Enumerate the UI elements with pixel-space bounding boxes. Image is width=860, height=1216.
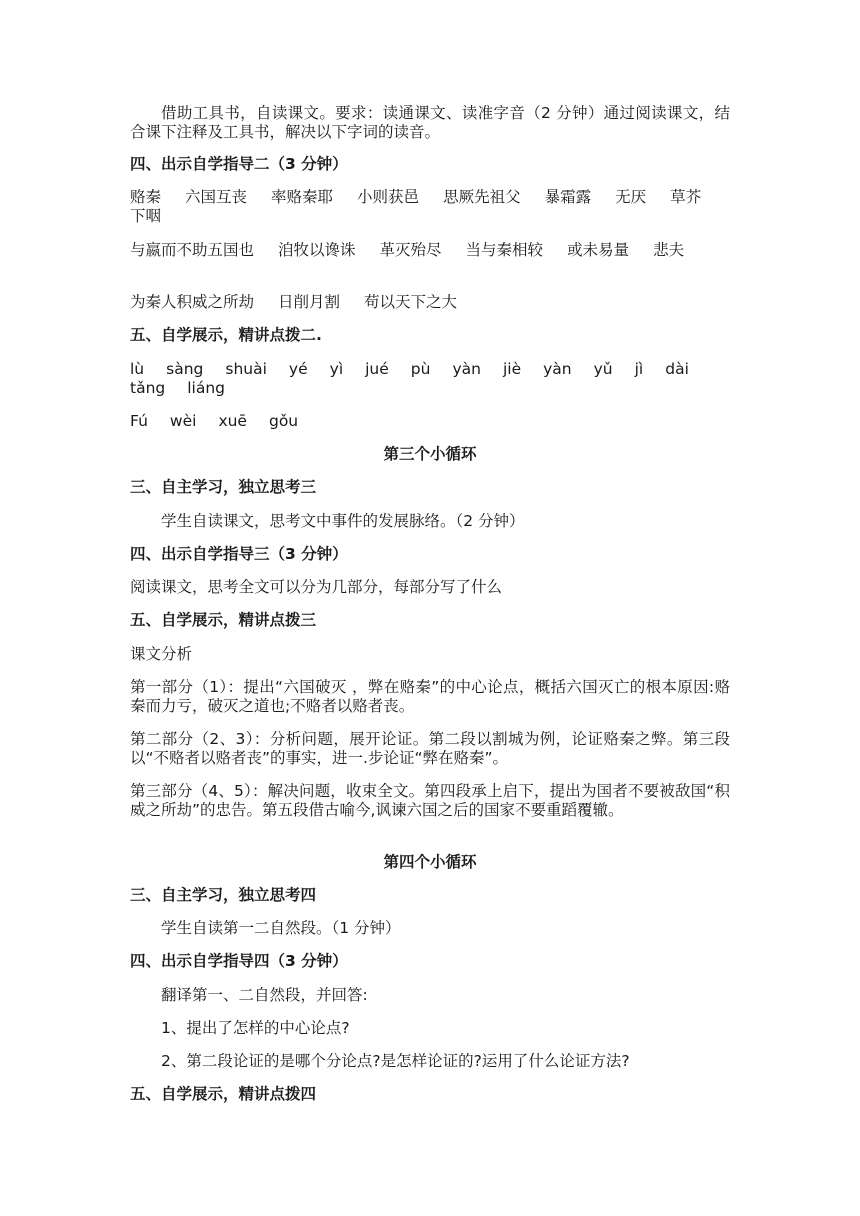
vocab-word: 与嬴而不助五国也 (130, 241, 255, 259)
pinyin: jì (634, 360, 644, 378)
pinyin-line-1 (130, 360, 730, 398)
pinyin-line-2 (130, 412, 730, 431)
section-title-cycle-4: 第四个小循环 (383, 853, 477, 871)
heading-guide-2: 四、出示自学指导二（3 分钟） (130, 155, 348, 173)
text-analysis-label: 课文分析 (130, 645, 193, 663)
pinyin: yàn (543, 360, 572, 378)
pinyin: wèi (169, 412, 197, 430)
heading-show-4: 五、自学展示，精讲点拨四 (130, 1085, 317, 1103)
vocab-word: 暴霜露 (544, 188, 592, 206)
pinyin: yì (329, 360, 344, 378)
pinyin: xuē (218, 412, 247, 430)
heading-guide-4: 四、出示自学指导四（3 分钟） (130, 952, 348, 970)
paragraph-part-1: 第一部分（1）：提出“六国破灭 ，弊在赂秦”的中心论点，概括六国灭亡的根本原因:赂秦而力亏，破灭之道也;不赂者以赂者丧。 (130, 678, 730, 715)
vocab-word: 小则获邑 (357, 188, 420, 206)
pinyin: gǒu (268, 412, 299, 430)
pinyin: dài (665, 360, 689, 378)
paragraph-reading-requirement: 借助工具书，自读课文。要求：读通课文、读准字音（2 分钟）通过阅读课文，结合课下注释及工具书，解决以下字词的读音。 (130, 104, 730, 141)
pinyin: shuài (225, 360, 267, 378)
vocab-word: 赂秦 (130, 188, 162, 206)
paragraph-guide-3: 阅读课文，思考全文可以分为几部分，每部分写了什么 (130, 578, 503, 596)
pinyin: sàng (166, 360, 204, 378)
pinyin: yàn (452, 360, 481, 378)
paragraph-self-study-3: 学生自读课文，思考文中事件的发展脉络。（2 分钟） (161, 512, 525, 530)
vocab-word: 苟以天下之大 (364, 293, 458, 311)
pinyin: liáng (187, 379, 226, 397)
heading-self-study-4: 三、自主学习，独立思考四 (130, 886, 317, 904)
heading-self-study-3: 三、自主学习，独立思考三 (130, 478, 317, 496)
pinyin: pù (410, 360, 431, 378)
vocab-word: 日削月割 (278, 293, 341, 311)
pinyin: lù (130, 360, 145, 378)
vocab-word: 思厥先祖父 (443, 188, 521, 206)
heading-show-2: 五、自学展示，精讲点拨二. (130, 326, 322, 344)
vocab-line-3 (130, 293, 730, 312)
vocab-word: 或未易量 (567, 241, 630, 259)
pinyin: jué (365, 360, 389, 378)
question-1: 1、提出了怎样的中心论点? (161, 1019, 350, 1037)
vocab-word: 洎牧以谗诛 (278, 241, 356, 259)
vocab-word: 为秦人积威之所劫 (130, 293, 255, 311)
pinyin: Fú (130, 412, 148, 430)
heading-show-3: 五、自学展示，精讲点拨三 (130, 611, 317, 629)
vocab-word: 当与秦相较 (465, 241, 544, 259)
vocab-line-2 (130, 241, 730, 260)
paragraph-part-3: 第三部分（4、5）：解决问题，收束全文。第四段承上启下，提出为国者不要被敌国“积威之所劫”的忠告。第五段借古喻今,讽谏六国之后的国家不要重蹈覆辙。 (130, 782, 730, 819)
pinyin: tǎng (130, 379, 166, 397)
paragraph-part-2: 第二部分（2、3）：分析问题，展开论证。第二段以割城为例，论证赂秦之弊。第三段以“不赂者以赂者丧”的事实，进一.步论证“弊在赂秦”。 (130, 730, 730, 767)
vocab-word: 悲夫 (653, 241, 685, 259)
question-2: 2、第二段论证的是哪个分论点?是怎样论证的?运用了什么论证方法? (161, 1052, 630, 1070)
pinyin: yǔ (593, 360, 613, 378)
vocab-word: 率赂秦耶 (271, 188, 334, 206)
pinyin: jiè (502, 360, 522, 378)
vocab-word: 无厌 (615, 188, 647, 206)
vocab-word: 下咽 (130, 207, 162, 225)
paragraph-self-study-4: 学生自读第一二自然段。（1 分钟） (161, 919, 401, 937)
vocab-line-1 (130, 188, 730, 226)
vocab-word: 草芥 (670, 188, 702, 206)
vocab-word: 革灭殆尽 (379, 241, 442, 259)
paragraph-guide-4: 翻译第一、二自然段，并回答: (161, 986, 368, 1004)
pinyin: yé (288, 360, 308, 378)
section-title-cycle-3: 第三个小循环 (383, 445, 477, 463)
heading-guide-3: 四、出示自学指导三（3 分钟） (130, 545, 348, 563)
vocab-word: 六国互丧 (185, 188, 248, 206)
